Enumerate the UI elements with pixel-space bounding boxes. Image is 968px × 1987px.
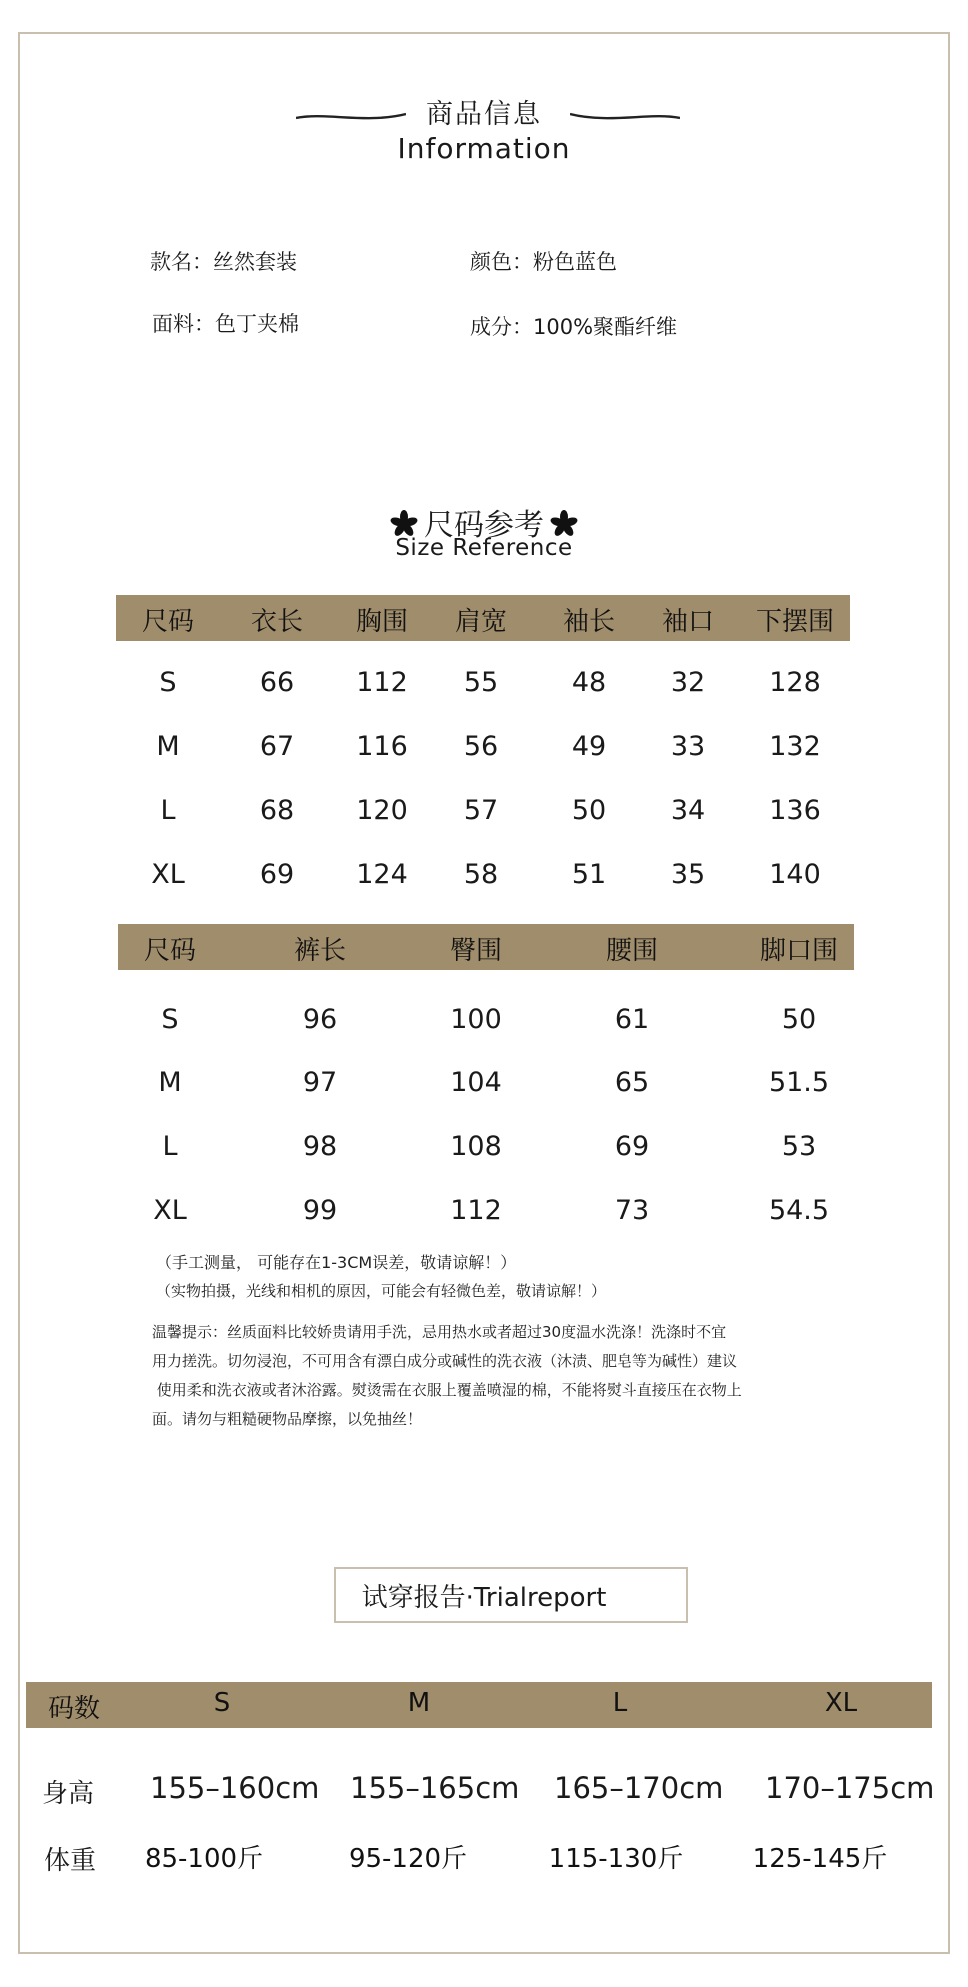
- pants-table-header-cell: 臀围: [449, 936, 502, 966]
- top-table-cell: 49: [571, 731, 607, 762]
- flower-left-icon: [390, 510, 418, 538]
- top-table-cell: 68: [259, 795, 295, 826]
- top-table-cell: 33: [670, 731, 706, 762]
- pants-table-cell: 53: [781, 1131, 817, 1162]
- size-reference-subtitle: Size Reference: [395, 535, 573, 561]
- trial-height-cell: 170–175cm: [765, 1771, 935, 1805]
- trial-table-header-cell: 码数: [47, 1694, 100, 1724]
- top-table-cell: 116: [356, 731, 408, 762]
- pants-table-cell: 104: [450, 1067, 502, 1098]
- info-color: 颜色：粉色蓝色: [470, 250, 617, 274]
- top-table-header-cell: 胸围: [355, 607, 408, 637]
- pants-table-cell: 98: [302, 1131, 338, 1162]
- top-table-cell: 58: [463, 859, 499, 890]
- trial-weight-cell: 115-130斤: [548, 1844, 684, 1874]
- pants-table-cell: 108: [450, 1131, 502, 1162]
- pants-table-header-cell: 腰围: [605, 936, 658, 966]
- trial-height-label: 身高: [41, 1779, 94, 1809]
- info-fabric: 面料：色丁夹棉: [152, 312, 299, 336]
- trial-height-cell: 165–170cm: [554, 1771, 724, 1805]
- pants-table-cell: 51.5: [768, 1067, 830, 1098]
- trial-report-title: 试穿报告·Trialreport: [361, 1583, 607, 1613]
- top-table-cell: L: [160, 795, 176, 826]
- pants-table-cell: 50: [781, 1004, 817, 1035]
- top-table-cell: XL: [151, 859, 185, 890]
- pants-table-cell: 112: [450, 1195, 502, 1226]
- trial-weight-label: 体重: [43, 1846, 96, 1876]
- top-table-cell: 66: [259, 667, 295, 698]
- trial-weight-cell: 95-120斤: [348, 1844, 468, 1874]
- top-table-cell: 56: [463, 731, 499, 762]
- top-table-cell: 55: [463, 667, 499, 698]
- top-table-cell: 128: [769, 667, 821, 698]
- section-title-cn: 商品信息: [426, 99, 542, 130]
- trial-table-header-cell: M: [407, 1688, 431, 1718]
- pants-table-cell: 65: [614, 1067, 650, 1098]
- top-table-cell: 136: [769, 795, 821, 826]
- trial-weight-cell: 85-100斤: [144, 1844, 264, 1874]
- top-table-cell: 32: [670, 667, 706, 698]
- pants-table-cell: XL: [153, 1195, 187, 1226]
- section-title-en: Information: [397, 132, 571, 165]
- top-table-cell: 112: [356, 667, 408, 698]
- size-reference-title-text: 尺码参考: [424, 508, 544, 543]
- pants-table-header-cell: 脚口围: [759, 936, 838, 966]
- pants-table-cell: S: [161, 1004, 179, 1035]
- care-line: 温馨提示：丝质面料比较娇贵请用手洗，忌用热水或者超过30度温水洗涤！洗涤时不宜: [152, 1323, 727, 1341]
- pants-table-cell: 73: [614, 1195, 650, 1226]
- care-line: 用力搓洗。切勿浸泡，不可用含有漂白成分或碱性的洗衣液（沐渍、肥皂等为碱性）建议: [152, 1352, 738, 1370]
- info-composition: 成分：100%聚酯纤维: [470, 315, 678, 339]
- top-table-cell: 140: [769, 859, 821, 890]
- pants-table-cell: 100: [450, 1004, 502, 1035]
- top-table-header-cell: 袖口: [661, 607, 714, 637]
- top-table-cell: 50: [571, 795, 607, 826]
- measure-note: （手工测量， 可能存在1-3CM误差，敬请谅解！）: [156, 1253, 517, 1272]
- care-line: 使用柔和洗衣液或者沐浴露。熨烫需在衣服上覆盖喷湿的棉，不能将熨斗直接压在衣物上: [152, 1381, 742, 1399]
- top-table-cell: 57: [463, 795, 499, 826]
- top-table-cell: M: [156, 731, 180, 762]
- top-table-header-cell: 尺码: [141, 607, 194, 637]
- top-table-header-cell: 下摆围: [755, 607, 834, 637]
- care-note: [152, 1318, 852, 1434]
- trial-table-header-cell: L: [612, 1688, 628, 1718]
- pants-table-cell: L: [162, 1131, 178, 1162]
- trial-height-cell: 155–160cm: [150, 1771, 320, 1805]
- pants-table-cell: M: [158, 1067, 182, 1098]
- trial-table-header-cell: XL: [824, 1688, 858, 1718]
- top-table-cell: 124: [356, 859, 408, 890]
- pants-table-header-cell: 裤长: [293, 936, 346, 966]
- top-table-cell: 120: [356, 795, 408, 826]
- trial-weight-cell: 125-145斤: [752, 1844, 888, 1874]
- top-table-cell: S: [159, 667, 177, 698]
- pants-table-cell: 69: [614, 1131, 650, 1162]
- top-table-cell: 132: [769, 731, 821, 762]
- top-table-header-cell: 肩宽: [454, 607, 507, 637]
- top-table-cell: 34: [670, 795, 706, 826]
- top-table-header-cell: 袖长: [562, 607, 615, 637]
- trial-table-header-cell: S: [213, 1688, 231, 1718]
- flower-right-icon: [550, 510, 578, 538]
- care-line: 面。请勿与粗糙硬物品摩擦，以免抽丝！: [152, 1410, 423, 1428]
- pants-table-cell: 96: [302, 1004, 338, 1035]
- top-table-cell: 67: [259, 731, 295, 762]
- trial-height-cell: 155–165cm: [350, 1771, 520, 1805]
- pants-table-cell: 99: [302, 1195, 338, 1226]
- top-table-cell: 51: [571, 859, 607, 890]
- top-table-cell: 69: [259, 859, 295, 890]
- photo-note: （实物拍摄，光线和相机的原因，可能会有轻微色差，敬请谅解！）: [156, 1282, 607, 1300]
- pants-table-cell: 54.5: [768, 1195, 830, 1226]
- top-table-cell: 48: [571, 667, 607, 698]
- pants-table-cell: 61: [614, 1004, 650, 1035]
- top-table-header-cell: 衣长: [250, 607, 303, 637]
- pants-table-cell: 97: [302, 1067, 338, 1098]
- top-table-cell: 35: [670, 859, 706, 890]
- info-name: 款名：丝然套装: [150, 250, 297, 274]
- pants-table-header-cell: 尺码: [143, 936, 196, 966]
